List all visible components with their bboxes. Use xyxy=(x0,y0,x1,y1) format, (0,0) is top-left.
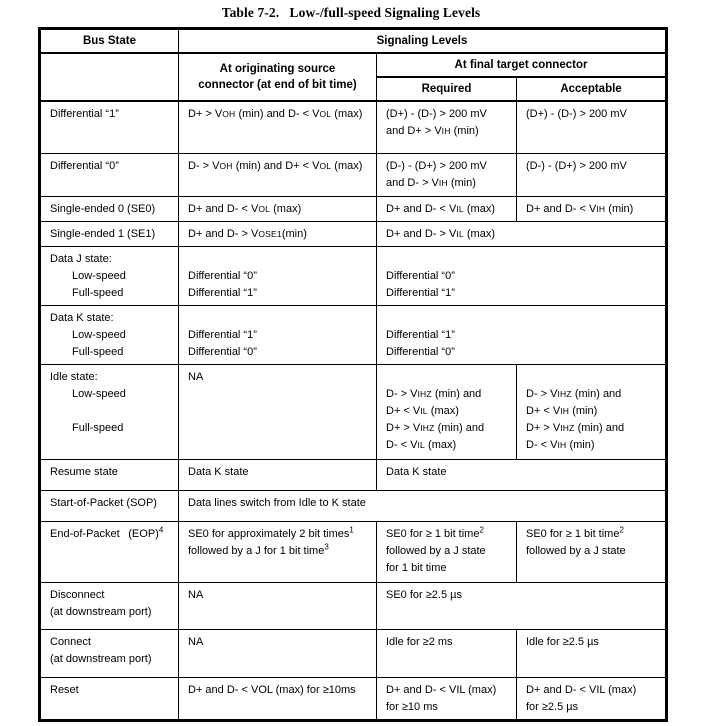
cell-source: D+ and D- < VOL (max) for ≥10ms xyxy=(179,677,377,720)
cell-bus-state: Resume state xyxy=(40,459,179,490)
cell-source: D- > VOH (min) and D+ < VOL (max) xyxy=(179,153,377,196)
row-disconnect xyxy=(40,582,667,629)
cell-bus-state: Connect (at downstream port) xyxy=(40,629,179,677)
cell-acceptable: (D-) - (D+) > 200 mV xyxy=(517,153,667,196)
cell-required: (D+) - (D-) > 200 mV and D+ > VIH (min) xyxy=(377,101,517,153)
cell-required-acceptable: SE0 for ≥2.5 µs xyxy=(377,582,667,629)
table-title: Table 7-2. Low-/full-speed Signaling Levels xyxy=(221,5,481,20)
row-idle-state xyxy=(40,364,667,459)
cell-source: D+ and D- < VOL (max) xyxy=(179,196,377,221)
row-data-j-state xyxy=(40,246,667,305)
row-se1 xyxy=(40,221,667,246)
header-empty-cell xyxy=(40,53,179,101)
cell-bus-state: Idle state: Low-speed Full-speed xyxy=(40,364,179,459)
cell-required-acceptable: Differential “1” Differential “0” xyxy=(377,305,667,364)
cell-acceptable: SE0 for ≥ 1 bit time$^2$ followed by a J state xyxy=(517,521,667,582)
cell-acceptable: D+ and D- < VIH (min) xyxy=(517,196,667,221)
cell-source: Data K state xyxy=(179,459,377,490)
cell-bus-state: Data J state: Low-speed Full-speed xyxy=(40,246,179,305)
header-required: Required xyxy=(377,77,517,101)
cell-required: Idle for ≥2 ms xyxy=(377,629,517,677)
cell-source: NA xyxy=(179,629,377,677)
row-resume-state xyxy=(40,459,667,490)
row-eop xyxy=(40,521,667,582)
cell-source: D+ > VOH (min) and D- < VOL (max) xyxy=(179,101,377,153)
cell-source: D+ and D- > VOSE1(min) xyxy=(179,221,377,246)
cell-required-acceptable: Data K state xyxy=(377,459,667,490)
cell-bus-state: Reset xyxy=(40,677,179,720)
cell-source: SE0 for approximately 2 bit times$^1$ followed by a J for 1 bit time$^3$ xyxy=(179,521,377,582)
cell-required: D- > VIHZ (min) and D+ < VIL (max) D+ > VIHZ (min) and D- < VIL (max) xyxy=(377,364,517,459)
cell-acceptable: Idle for ≥2.5 µs xyxy=(517,629,667,677)
header-row-middle xyxy=(40,53,667,77)
header-row-top xyxy=(40,29,667,54)
row-reset xyxy=(40,677,667,720)
header-bus-state: Bus State xyxy=(40,29,179,54)
cell-acceptable: D- > VIHZ (min) and D+ < VIH (min) D+ > VIHZ (min) and D- < VIH (min) xyxy=(517,364,667,459)
row-se0 xyxy=(40,196,667,221)
row-differential-0 xyxy=(40,153,667,196)
cell-required: D+ and D- < VIL (max) for ≥10 ms xyxy=(377,677,517,720)
cell-acceptable: (D+) - (D-) > 200 mV xyxy=(517,101,667,153)
cell-bus-state: Differential “1” xyxy=(40,101,179,153)
cell-required: SE0 for ≥ 1 bit time$^2$ followed by a J state for 1 bit time xyxy=(377,521,517,582)
cell-required-acceptable: D+ and D- > VIL (max) xyxy=(377,221,667,246)
header-signaling-levels: Signaling Levels xyxy=(179,29,667,54)
cell-required: (D-) - (D+) > 200 mV and D- > VIH (min) xyxy=(377,153,517,196)
header-final-target: At final target connector xyxy=(377,53,667,77)
header-originating-source: At originating source connector (at end of bit time) xyxy=(179,53,377,101)
row-connect xyxy=(40,629,667,677)
cell-source: Differential “0” Differential “1” xyxy=(179,246,377,305)
cell-required: D+ and D- < VIL (max) xyxy=(377,196,517,221)
cell-bus-state: Disconnect (at downstream port) xyxy=(40,582,179,629)
cell-bus-state: Differential “0” xyxy=(40,153,179,196)
cell-acceptable: D+ and D- < VIL (max) for ≥2.5 µs xyxy=(517,677,667,720)
cell-all-columns: Data lines switch from Idle to K state xyxy=(179,490,667,521)
cell-bus-state: Start-of-Packet (SOP) xyxy=(40,490,179,521)
cell-required-acceptable: Differential “0” Differential “1” xyxy=(377,246,667,305)
cell-bus-state: Single-ended 1 (SE1) xyxy=(40,221,179,246)
row-differential-1 xyxy=(40,101,667,153)
header-acceptable: Acceptable xyxy=(517,77,667,101)
cell-source: NA xyxy=(179,582,377,629)
cell-bus-state: End-of-Packet (EOP)$^4$ xyxy=(40,521,179,582)
cell-source: NA xyxy=(179,364,377,459)
row-data-k-state xyxy=(40,305,667,364)
cell-bus-state: Data K state: Low-speed Full-speed xyxy=(40,305,179,364)
signaling-levels-table xyxy=(38,27,668,722)
row-sop xyxy=(40,490,667,521)
cell-source: Differential “1” Differential “0” xyxy=(179,305,377,364)
cell-bus-state: Single-ended 0 (SE0) xyxy=(40,196,179,221)
